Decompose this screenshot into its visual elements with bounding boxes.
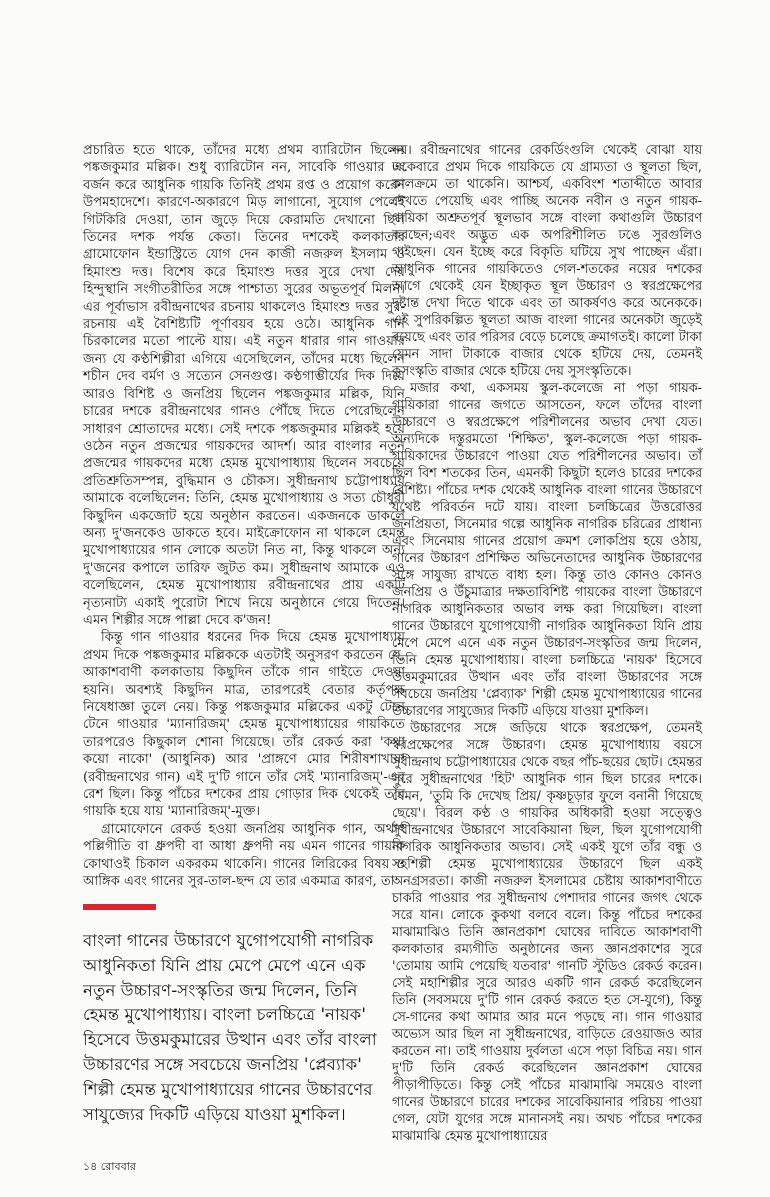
left-paragraph-1: প্রচারিত হতে থাকে, তাঁদের মধ্যে প্রথম ব্যারিটোন ছিলেন পঙ্কজকুমার মল্লিক। শুধু ব্যারিটোন নন, সাবেকি গাওয়ার ঢং বর্জন করে আধুনিক গায়কি তিনিই প্রথম রপ্ত ও প্রয়োগ করেন উপমহাদেশে। কারণে-অকারণে মিড় লাগানো, সুযোগ পেলেই গিটকিরি দেওয়া, তান জুড়ে দিয়ে কেরামতি দেখানো ছিল তিনের দশক পর্যন্ত কেতা। তিনের দশকেই কলকাতার গ্রামোফোন ইন্ডাস্ট্রিতে যোগ দেন কাজী নজরুল ইসলাম ও হিমাংশু দত্ত। বিশেষ করে হিমাংশু দত্তর সুরে দেখা দেয় হিন্দুস্থানি সংগীতরীতির সঙ্গে পাশ্চাত্য সুরের অভূতপূর্ব মিলন। এর পূর্বাভাস রবীন্দ্রনাথের রচনায় থাকলেও হিমাংশু দত্তর সুর-রচনায় এই বৈশিষ্ট্যটি পূর্ণাবয়ব হয়ে ওঠে। আধুনিক গান চিরকালের মতো পাল্টে যায়। এই নতুন ধারার গান গাওয়ার জন্য যে কণ্ঠশিল্পীরা এগিয়ে এসেছিলেন, তাঁদের মধ্যে ছিলেন শচীন দেব বর্মণ ও সত্যেন সেনগুপ্ত। কণ্ঠগাম্ভীর্যের দিক দিয়ে আরও বিশিষ্ট ও জনপ্রিয় ছিলেন পঙ্কজকুমার মল্লিক, যিনি চারের দশকে রবীন্দ্রনাথের গানও পৌঁছে দিতে পেরেছিলেন সাধারণ শ্রোতাদের মধ্যে। সেই দশকে পঙ্কজকুমার মল্লিকই হয়ে ওঠেন নতুন প্রজন্মের গায়কদের আদর্শ। আর বাংলার নতুন প্রজন্মের গায়কদের মধ্যে হেমন্ত মুখোপাধ্যায় ছিলেন সবচেয়ে প্রতিশ্রুতিসম্পন্ন, বুদ্ধিমান ও চৌকস। সুধীন্দ্রনাথ চট্টোপাধ্যায় আমাকে বলেছিলেন: তিনি, হেমন্ত মুখোপাধ্যায় ও সত্য চৌধুরী কিছুদিন একজোট হয়ে অনুষ্ঠান করতেন। একজনকে ডাকলে অন্য দু'জনকেও ডাকতে হবে। মাইক্রোফোন না থাকলে হেমন্ত মুখোপাধ্যায়ের গান লোকে অতটা নিত না, কিন্তু থাকলে অন্য দু'জনের কপালে তারিফ জুটত কম। সুধীন্দ্রনাথ আমাকে এও বলেছিলেন, হেমন্ত মুখোপাধ্যায় রবীন্দ্রনাথের প্রায় একটি নৃত্যনাট্য একাই পুরোটা শিখে নিয়ে অনুষ্ঠানে গেয়ে দিতেন। এমন শিল্পীর সঙ্গে পাল্লা দেবে ক'জন!: [83, 143, 405, 628]
page-footer: [83, 1158, 136, 1177]
right-article-column: [392, 142, 702, 1145]
left-paragraph-2: কিন্তু গান গাওয়ার ধরনের দিক দিয়ে হেমন্ত মুখোপাধ্যায় প্রথম দিকে পঙ্কজকুমার মল্লিককে এতটাই অনুসরণ করতেন যে, আকাশবাণী কলকাতায় কিছুদিন তাঁকে গান গাইতে দেওয়া হয়নি। অবশ্যই কিছুদিন মাত্র, তারপরেই বেতার কর্তৃপক্ষ নিষেধাজ্ঞা তুলে নেয়। কিন্তু পঙ্কজকুমার মল্লিকের একটু টেনে টেনে গাওয়ার 'ম্যানারিজম্' হেমন্ত মুখোপাধ্যায়ের গায়কিতে তারপরেও কিছুকাল শোনা গিয়েছে। তাঁর রেকর্ড করা 'কথা কয়ো নাকো' (আধুনিক) আর 'প্রাঙ্গণে মোর শিরীষশাখায়' (রবীন্দ্রনাথের গান) এই দু'টি গানে তাঁর সেই 'ম্যানারিজম্'-এর রেশ ছিল। কিন্তু পাঁচের দশকের প্রায় গোড়ার দিক থেকেই তাঁর গায়কি হয়ে যায় 'ম্যানারিজম্'-মুক্ত।: [83, 630, 405, 820]
left-article-column: [83, 142, 405, 890]
pull-quote: বাংলা গানের উচ্চারণে যুগোপযোগী নাগরিক আধুনিকতা যিনি প্রায় মেপে মেপে এনে এক নতুন উচ্চারণ-সংস্কৃতির জন্ম দিলেন, তিনি হেমন্ত মুখোপাধ্যায়। বাংলা চলচ্চিত্রে 'নায়ক' হিসেবে উত্তমকুমারের উত্থান এবং তাঁর বাংলা উচ্চারণের সঙ্গে সবচেয়ে জনপ্রিয় 'প্লেব্যাক' শিল্পী হেমন্ত মুখোপাধ্যায়ের গানের উচ্চারণের সাযুজ্যের দিকটি এড়িয়ে যাওয়া মুশকিল।: [83, 930, 377, 1124]
left-paragraph-3: গ্রামোফোনে রেকর্ড হওয়া জনপ্রিয় আধুনিক গান, অর্থাৎ পল্লিগীতি বা ধ্রুপদী বা আধা ধ্রুপদী নয় এমন গানের গায়কি কোথাওই চিকাল একরকম থাকেনি। গানের লিরিকের বিষয় ও আঙ্গিক এবং গানের সুর-তাল-ছন্দ যে তার একমাত্র কারণ, তা: [83, 821, 405, 890]
right-paragraph-1: নয়। রবীন্দ্রনাথের গানের রেকর্ডিংগুলি থেকেই বোঝা যায় একেবারে প্রথম দিকে গায়কিতে যে গ্রাম্যতা ও স্থূলতা ছিল, কালক্রমে তা থাকেনি। আশ্চর্য, একবিংশ শতাব্দীতে আবার দেখতে পেয়েছি এবং পাচ্ছি অনেক নবীন ও নতুন গায়ক-গায়িকা অশ্রুতপূর্ব স্থূলভাব সঙ্গে বাংলা কথাগুলি উচ্চারণ করছেন;এবং অদ্ভুত এক অপরিশীলিত ঢঙে সুরগুলিও গাইছেন। যেন ইচ্ছে করে বিকৃতি ঘটিয়ে সুখ পাচ্ছেন এঁরা। আধুনিক গানের গায়কিতেও গেল-শতকের নয়ের দশকের আগে থেকেই যেন ইচ্ছাকৃত স্থূল উচ্চারণ ও স্বরপ্রক্ষেপের দৃষ্টান্ত দেখা দিতে থাকে এবং তা আকর্ষণও করে অনেককে। এই সুপরিকল্পিত স্থূলতা আজ বাংলা গানের অনেকটা জুড়েই রয়েছে এবং তার পরিসর বেড়ে চলেছে ক্রমাগতই। কালো টাকা যেমন সাদা টাকাকে বাজার থেকে হটিয়ে দেয়, তেমনই কুসংস্কৃতি বাজার থেকে হটিয়ে দেয় সুসংস্কৃতিকে।: [392, 143, 702, 379]
right-paragraph-2: মজার কথা, একসময় স্কুল-কলেজে না পড়া গায়ক-গায়িকারা গানের জগতে আসতেন, ফলে তাঁদের বাংলা উচ্চারণে ও স্বরপ্রক্ষেপে পরিশীলনের অভাব দেখা যেত। অন্যদিকে দস্তুরমতো 'শিক্ষিত', স্কুল-কলেজে পড়া গায়ক-গায়িকাদের উচ্চারণে পাওয়া যেত পরিশীলনের অভাব। তাঁ ছিল বিশ শতকের তিন, এমনকী কিছুটা হলেও চারের দশকের বৈশিষ্ট্য। পাঁচের দশক থেকেই আধুনিক বাংলা গানের উচ্চারণে যথেষ্ট পরিবর্তন দটে যায়। বাংলা চলচ্চিত্রের উত্তরোত্তর জনপ্রিয়তা, সিনেমার গল্পে আধুনিক নাগরিক চরিত্রের প্রাধান্য এবং সিনেমায় গানের প্রয়োগ ক্রমশ লোকপ্রিয় হয়ে ওঠায়, গানের উচ্চারণ প্রশিক্ষিত অভিনেতাদের আধুনিক উচ্চারণের সঙ্গে সাযুজ্য রাখতে বাধ্য হল। কিন্তু তাও কোনও কোনও জনপ্রিয় ও উঁচুমাত্রার দক্ষতাবিশিষ্ট গায়কের বাংলা উচ্চারণে নাগরিক আধুনিকতার অভাব লক্ষ করা গিয়েছিল। বাংলা গানের উচ্চারণে যুগোপযোগী নাগরিক আধুনিকতা যিনি প্রায় মেপে মেপে এনে এক নতুন উচ্চারণ-সংস্কৃতির জন্ম দিলেন, তিনি হেমন্ত মুখোপাধ্যায়। বাংলা চলচ্চিত্রে 'নায়ক' হিসেবে উত্তমকুমারের উত্থান এবং তাঁর বাংলা উচ্চারণের সঙ্গে সবচেয়ে জনপ্রিয় 'প্লেব্যাক' শিল্পী হেমন্ত মুখোপাধ্যায়ের গানের উচ্চারণের সাযুজ্যের দিকটি এড়িয়ে যাওয়া মুশকিল।: [392, 381, 702, 719]
page-number: ১৪: [83, 1160, 98, 1173]
right-paragraph-3: উচ্চারণের সঙ্গে জড়িয়ে থাকে স্বরপ্রক্ষেপ, তেমনই স্বরপ্রক্ষেপের সঙ্গে উচ্চারণ। হেমন্ত মুখোপাধ্যায় বয়সে সুধীন্দ্রনাথ চট্টোপাধ্যায়ের থেকে বছর পাঁচ-ছয়ের ছোট। হেমন্তর সুরে সুধীন্দ্রনাথের 'হিট' আধুনিক গান ছিল চারের দশকে। যেমন, 'তুমি কি দেখেছ প্রিয়/ কৃষ্ণচূড়ার ফুলে বনানী গিয়েছে ছেয়ে'। বিরল কণ্ঠ ও গায়কির অধিকারী হওয়া সত্ত্বেও সুধীন্দ্রনাথের উচ্চারণে সাবেকিয়ানা ছিল, ছিল যুগোপযোগী নাগরিক আধুনিকতার অভাব। সেই একই যুগে তাঁর বন্ধু ও সহশিল্পী হেমন্ত মুখোপাধ্যায়ের উচ্চারণে ছিল একই অনগ্রসরতা। কাজী নজরুল ইসলামের চেষ্টায় আকাশবাণীতে চাকরি পাওয়ার পর সুধীন্দ্রনাথ পেশাদার গানের জগৎ থেকে সরে যান। লোকে কুকথা বলবে বলে। কিন্তু পাঁচের দশকের মাঝামাঝিও তিনি জ্ঞানপ্রকাশ ঘোষের দাবিতে আকাশবাণী কলকাতার রম্যগীতি অনুষ্ঠানের জন্য জ্ঞানপ্রকাশের সুরে 'তোমায় আমি পেয়েছি যতবার' গানটি স্টুডিও রেকর্ড করেন। সেই মহাশিল্পীর সুরে আরও একটি গান রেকর্ড করেছিলেন তিনি (সবসময়ে দু'টি গান রেকর্ড করতে হত সে-যুগে), কিন্তু সে-গানের কথা আমার আর মনে পড়ছে না। গান গাওয়ার অভ্যেস আর ছিল না সুধীন্দ্রনাথের, বাড়িতে রেওয়াজও আর করতেন না। তাই গাওয়ায় দুর্বলতা এসে পড়া বিচিত্র নয়। গান দু'টি তিনি রেকর্ড করেছিলেন জ্ঞানপ্রকাশ ঘোষের পীড়াপীড়িতে। কিন্তু সেই পাঁচের মাঝামাঝি সময়েও বাংলা গানের উচ্চারণে চারের দশকের সাবেকিয়ানার পরিচয় পাওয়া গেল, যেটা যুগের সঙ্গে মানানসই নয়। অথচ পাঁচের দশকের মাঝামাঝি হেমন্ত মুখোপাধ্যায়ের: [392, 721, 702, 1144]
pull-quote-accent-bar: [83, 904, 156, 910]
magazine-name: রোববার: [100, 1160, 136, 1173]
